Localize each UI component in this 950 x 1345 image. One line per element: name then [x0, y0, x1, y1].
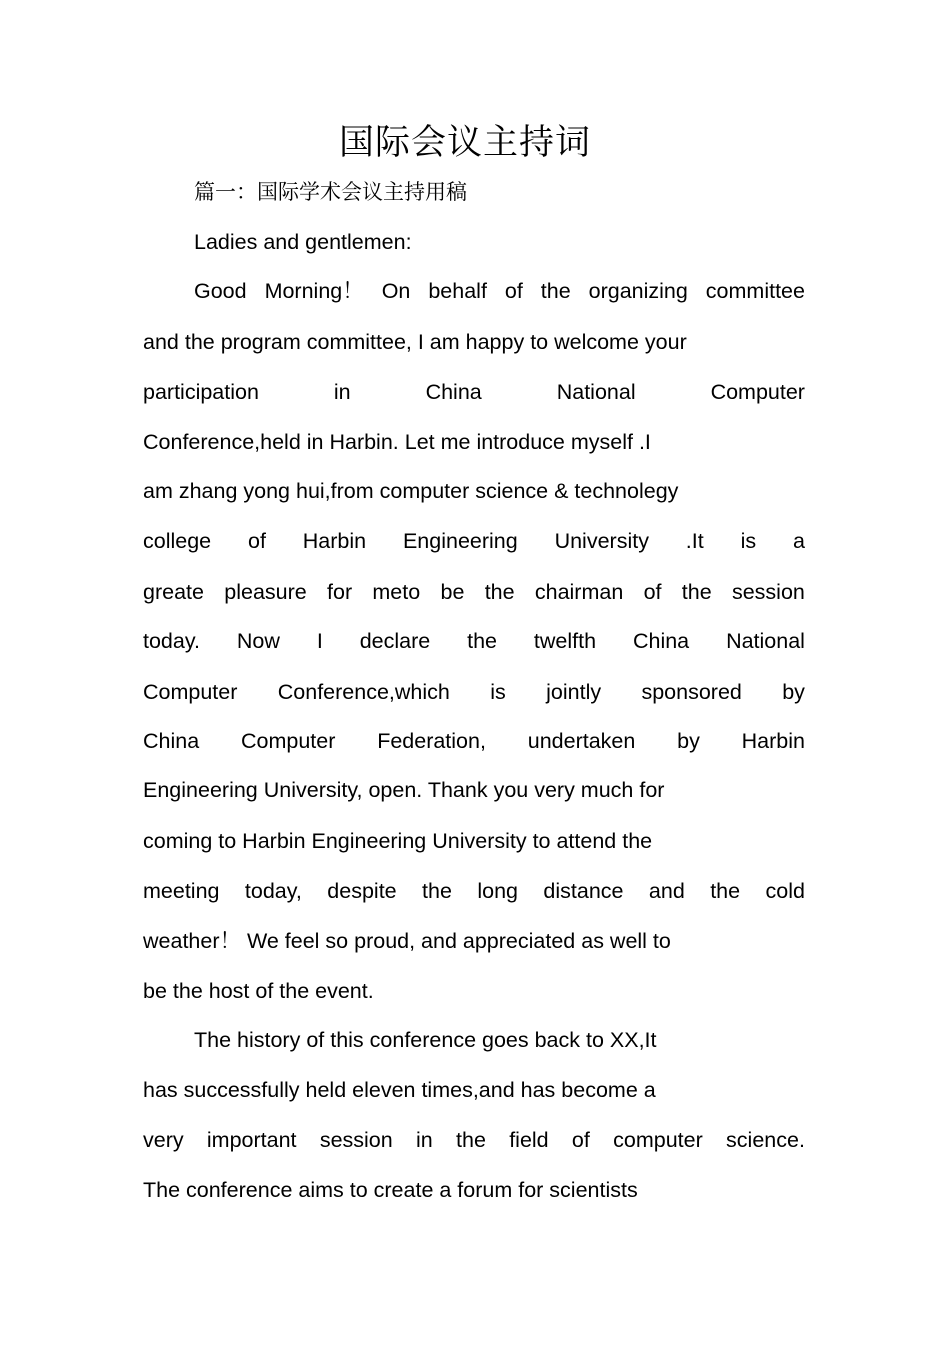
word: the — [540, 279, 571, 303]
word: I — [316, 629, 323, 653]
text-line — [143, 726, 805, 756]
text-line — [143, 876, 805, 906]
text-line: The history of this conference goes back to XX,It — [194, 1028, 657, 1052]
word: of — [643, 580, 662, 604]
word: Federation, — [377, 729, 486, 753]
word: Harbin — [302, 529, 367, 553]
word: China — [143, 729, 200, 753]
text-line — [143, 577, 805, 607]
word: the — [422, 879, 452, 903]
word: meeting — [143, 879, 220, 903]
word: the — [484, 580, 515, 604]
text-line: Conference,held in Harbin. Let me introduce myself .I — [143, 430, 651, 454]
word: greate — [143, 580, 204, 604]
word: cold — [765, 879, 805, 903]
word: organizing — [588, 279, 688, 303]
word: field — [509, 1128, 549, 1152]
word: distance — [543, 879, 624, 903]
text-line — [194, 276, 805, 306]
word: session — [319, 1128, 393, 1152]
word: the — [710, 879, 741, 903]
section-subtitle: 篇一：国际学术会议主持用稿 — [194, 180, 467, 204]
word: in — [416, 1128, 433, 1152]
word: Harbin — [741, 729, 805, 753]
word: University — [554, 529, 649, 553]
word: the — [456, 1128, 486, 1152]
word: today. — [143, 629, 200, 653]
text-line — [143, 526, 805, 556]
word: for — [327, 580, 353, 604]
word: chairman — [534, 580, 624, 604]
word: committee — [705, 279, 805, 303]
word: long — [477, 879, 518, 903]
word: behalf — [428, 279, 487, 303]
word: Computer — [710, 380, 805, 404]
word: the — [467, 629, 498, 653]
word: is — [490, 680, 506, 704]
word: very — [143, 1128, 184, 1152]
word: National — [556, 380, 636, 404]
word: Morning！ — [264, 279, 364, 303]
word: today, — [244, 879, 302, 903]
text-line: The conference aims to create a forum for scientists — [143, 1178, 638, 1202]
page-title: 国际会议主持词 — [338, 123, 591, 163]
word: of — [571, 1128, 590, 1152]
word: China — [425, 380, 482, 404]
word: is — [740, 529, 757, 553]
word: a — [792, 529, 805, 553]
word: Good — [194, 279, 247, 303]
word: and — [648, 879, 685, 903]
text-line: be the host of the event. — [143, 979, 374, 1003]
text-line: and the program committee, I am happy to welcome your — [143, 330, 687, 354]
word: participation — [143, 380, 259, 404]
word: despite — [327, 879, 397, 903]
word: Computer — [143, 680, 238, 704]
word: Engineering — [402, 529, 518, 553]
word: Conference,which — [277, 680, 450, 704]
word: science. — [726, 1128, 805, 1152]
word: important — [206, 1128, 297, 1152]
word: of — [247, 529, 266, 553]
word: Now — [236, 629, 280, 653]
word: Computer — [240, 729, 336, 753]
word: sponsored — [641, 680, 742, 704]
text-line — [143, 1125, 805, 1155]
text-line — [143, 626, 805, 656]
word: the — [681, 580, 712, 604]
text-line: am zhang yong hui,from computer science & technolegy — [143, 479, 679, 503]
word: by — [677, 729, 700, 753]
word: of — [504, 279, 523, 303]
word: by — [782, 680, 805, 704]
greeting-line: Ladies and gentlemen: — [194, 230, 412, 254]
word: in — [333, 380, 351, 404]
text-line: weather！ We feel so proud, and appreciated as well to — [143, 929, 671, 953]
text-line: coming to Harbin Engineering University to attend the — [143, 829, 653, 853]
word: National — [726, 629, 805, 653]
text-line: has successfully held eleven times,and has become a — [143, 1078, 656, 1102]
word: undertaken — [527, 729, 636, 753]
word: computer — [613, 1128, 703, 1152]
word: college — [143, 529, 212, 553]
word: pleasure — [224, 580, 307, 604]
word: session — [731, 580, 805, 604]
word: jointly — [546, 680, 602, 704]
word: On — [381, 279, 411, 303]
text-line — [143, 377, 805, 407]
text-line — [143, 677, 805, 707]
text-line: Engineering University, open. Thank you very much for — [143, 778, 665, 802]
word: .It — [685, 529, 704, 553]
word: twelfth — [533, 629, 597, 653]
word: China — [632, 629, 690, 653]
word: meto — [372, 580, 421, 604]
word: be — [440, 580, 465, 604]
word: declare — [359, 629, 431, 653]
